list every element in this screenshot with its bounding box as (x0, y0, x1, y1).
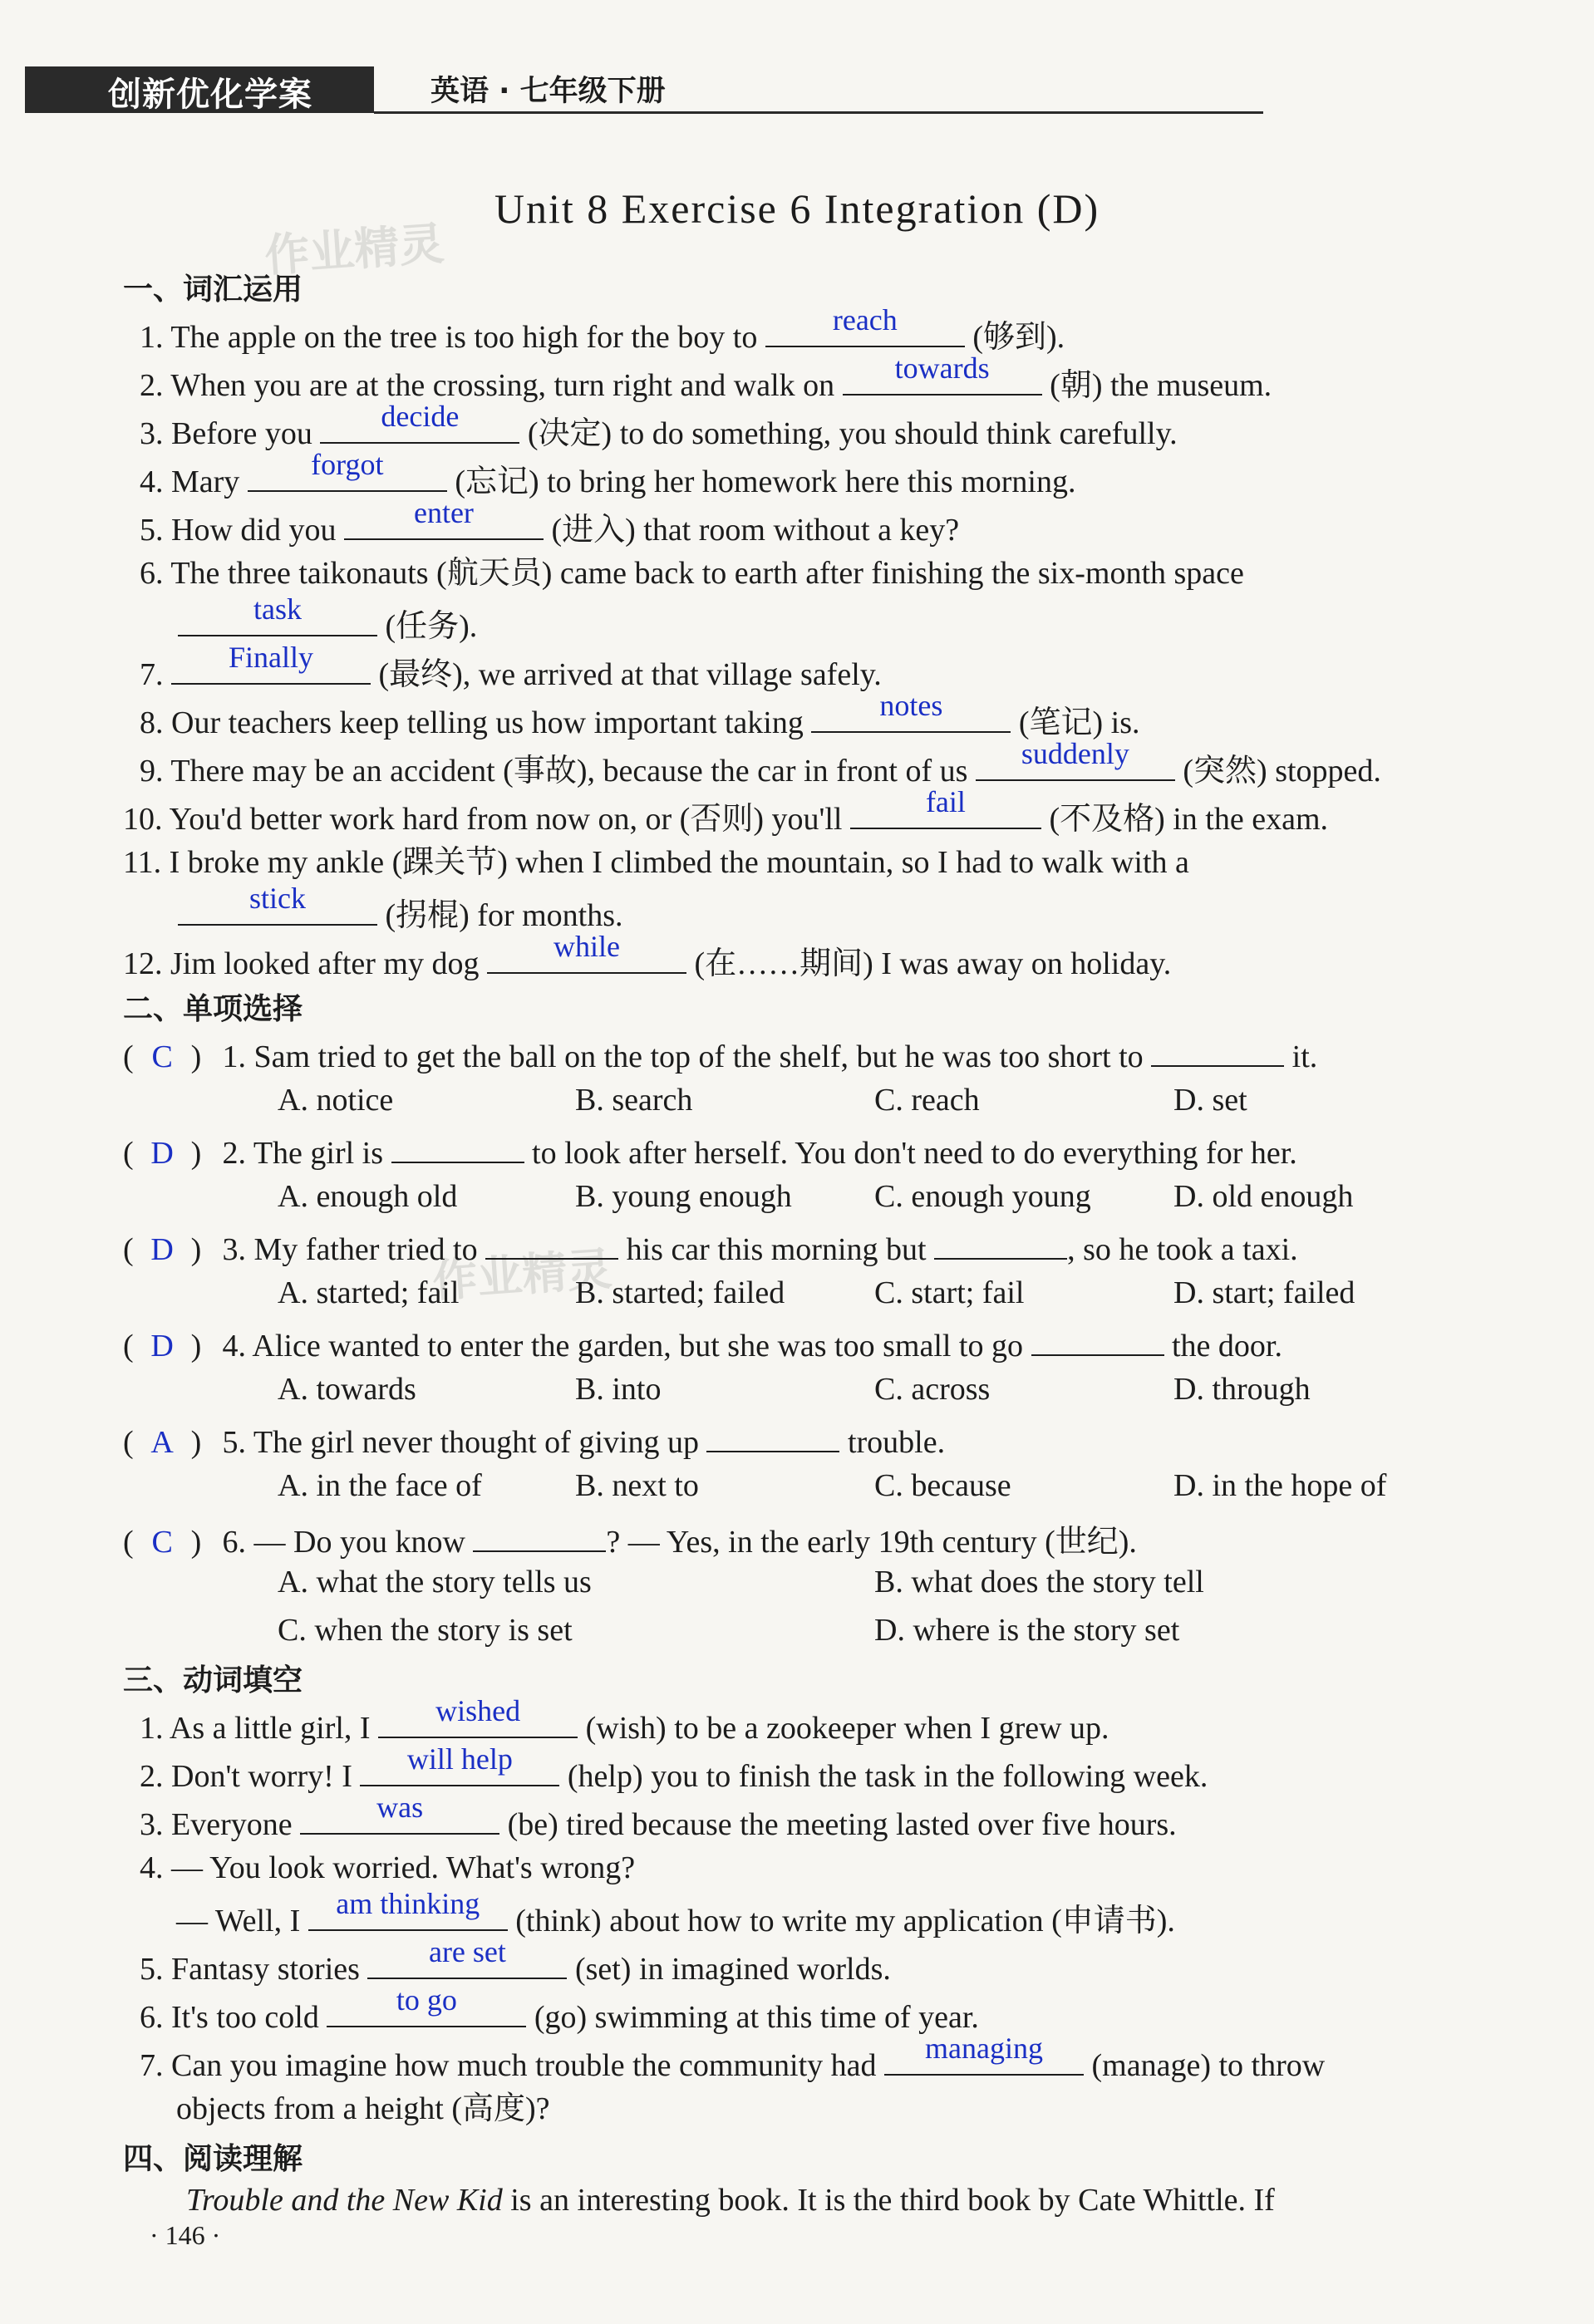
mc5-opt-c: C. because (874, 1468, 1011, 1503)
mc-answer-3[interactable]: D (150, 1232, 174, 1267)
book-title: Trouble and the New Kid (186, 2183, 503, 2218)
mc1-opt-a: A. notice (278, 1083, 394, 1118)
vocab-item-2: 2. When you are at the crossing, turn right and walk on towards (朝) the museum. (140, 351, 1272, 403)
mc2-opt-d: D. old enough (1173, 1179, 1354, 1214)
verb-blank-2[interactable]: will help (360, 1753, 559, 1786)
mc2-opt-c: C. enough young (874, 1179, 1091, 1214)
mc6-opt-c: C. when the story is set (278, 1613, 573, 1648)
vocab-blank-1[interactable]: reach (765, 314, 965, 347)
mc-answer-1[interactable]: C (151, 1039, 173, 1074)
vocab-item-1: 1. The apple on the tree is too high for the boy to reach (够到). (140, 302, 1065, 355)
verb-item-5: 5. Fantasy stories are set (set) in imagined worlds. (140, 1934, 891, 1987)
verb-item-6: 6. It's too cold to go (go) swimming at this time of year. (140, 1983, 979, 2035)
mc6-opt-a: A. what the story tells us (278, 1565, 592, 1599)
header-rule (374, 111, 1263, 114)
section-verbs-heading: 三、动词填空 (123, 1663, 303, 1698)
verb-item-7-cont: objects from a height (高度)? (176, 2091, 550, 2126)
mc4-opt-d: D. through (1173, 1372, 1311, 1407)
mc-question-6: ( C ) 6. — Do you know ? — Yes, in the early 19th century (世纪). (123, 1516, 1494, 1561)
section-mc-heading: 二、单项选择 (123, 992, 303, 1026)
mc-blank-4 (1031, 1323, 1164, 1356)
mc-blank-1 (1151, 1034, 1284, 1067)
mc-question-4: ( D ) 4. Alice wanted to enter the garden, but she was too small to go the door. (123, 1323, 1494, 1364)
header-brand: 创新优化学案 (108, 76, 312, 114)
watermark-2: 作业精灵 (430, 1242, 614, 1308)
verb-blank-3[interactable]: was (300, 1801, 499, 1835)
vocab-item-10: 10. You'd better work hard from now on, or (否则) you'll fail (不及格) in the exam. (123, 784, 1329, 837)
mc4-opt-b: B. into (575, 1372, 662, 1407)
verb-blank-5[interactable]: are set (367, 1946, 567, 1979)
verb-blank-6[interactable]: to go (327, 1994, 526, 2027)
mc4-opt-c: C. across (874, 1372, 991, 1407)
vocab-item-9: 9. There may be an accident (事故), because the car in front of us suddenly (突然) stopped. (140, 736, 1381, 789)
verb-item-3: 3. Everyone was (be) tired because the meeting lasted over five hours. (140, 1790, 1177, 1842)
vocab-blank-4[interactable]: forgot (248, 459, 447, 492)
mc2-opt-a: A. enough old (278, 1179, 458, 1214)
mc-question-2: ( D ) 2. The girl is to look after herself. You don't need to do everything for her. (123, 1130, 1494, 1172)
verb-blank-7[interactable]: managing (884, 2042, 1084, 2076)
mc3-opt-c: C. start; fail (874, 1275, 1025, 1310)
vocab-blank-2[interactable]: towards (843, 362, 1042, 396)
page-number: · 146 · (150, 2220, 221, 2250)
mc6-opt-b: B. what does the story tell (874, 1565, 1204, 1599)
verb-item-1: 1. As a little girl, I wished (wish) to be a zookeeper when I grew up. (140, 1693, 1109, 1746)
mc4-opt-a: A. towards (278, 1372, 416, 1407)
vocab-blank-5[interactable]: enter (344, 507, 544, 540)
vocab-blank-9[interactable]: suddenly (976, 748, 1175, 781)
vocab-blank-6[interactable]: task (178, 603, 377, 636)
mc1-opt-b: B. search (575, 1083, 693, 1118)
vocab-item-7: 7. Finally (最终), we arrived at that village safely. (140, 640, 882, 692)
mc2-opt-b: B. young enough (575, 1179, 792, 1214)
mc1-opt-c: C. reach (874, 1083, 980, 1118)
section-reading-heading: 四、阅读理解 (123, 2142, 303, 2176)
mc5-opt-b: B. next to (575, 1468, 699, 1503)
mc-blank-5 (706, 1419, 839, 1452)
mc5-opt-a: A. in the face of (278, 1468, 482, 1503)
vocab-blank-8[interactable]: notes (811, 700, 1011, 733)
header-subject: 英语 · 七年级下册 (430, 75, 666, 108)
verb-item-4-cont: — Well, I am thinking (think) about how to write my application (申请书). (176, 1886, 1175, 1938)
mc5-opt-d: D. in the hope of (1173, 1468, 1387, 1503)
mc-blank-3a (485, 1226, 618, 1260)
vocab-item-8: 8. Our teachers keep telling us how important taking notes (笔记) is. (140, 688, 1140, 740)
reading-passage: Trouble and the New Kid is an interesting book. It is the third book by Cate Whittle. If (186, 2183, 1275, 2218)
verb-blank-4[interactable]: am thinking (308, 1898, 508, 1931)
mc-answer-5[interactable]: A (150, 1425, 174, 1460)
mc-question-5: ( A ) 5. The girl never thought of giving up trouble. (123, 1419, 1494, 1461)
mc1-opt-d: D. set (1173, 1083, 1247, 1118)
section-vocab-heading: 一、词汇运用 (123, 273, 303, 307)
mc-blank-3b (934, 1226, 1067, 1260)
watermark: 作业精灵 (263, 217, 446, 283)
vocab-item-5: 5. How did you enter (进入) that room without a key? (140, 495, 960, 548)
mc3-opt-d: D. start; failed (1173, 1275, 1355, 1310)
vocab-blank-3[interactable]: decide (320, 410, 519, 444)
verb-item-4: 4. — You look worried. What's wrong? (140, 1850, 636, 1885)
mc-blank-6 (473, 1519, 606, 1552)
vocab-blank-10[interactable]: fail (850, 796, 1041, 829)
vocab-blank-11[interactable]: stick (178, 892, 377, 926)
vocab-item-3: 3. Before you decide (决定) to do something, you should think carefully. (140, 399, 1178, 451)
vocab-blank-12[interactable]: while (487, 941, 686, 974)
page-title: Unit 8 Exercise 6 Integration (D) (494, 185, 1100, 232)
verb-blank-1[interactable]: wished (378, 1705, 578, 1738)
vocab-item-6: 6. The three taikonauts (航天员) came back to earth after finishing the six-month space (140, 556, 1244, 591)
mc-question-3: ( D ) 3. My father tried to his car this morning but , so he took a taxi. (123, 1226, 1494, 1268)
mc-answer-4[interactable]: D (150, 1329, 174, 1363)
vocab-item-6-cont: task (任务). (178, 603, 1494, 646)
verb-item-7: 7. Can you imagine how much trouble the community had managing (manage) to throw (140, 2031, 1326, 2083)
vocab-item-12: 12. Jim looked after my dog while (在……期间) I was away on holiday. (123, 929, 1172, 981)
mc-blank-2 (391, 1130, 524, 1163)
vocab-item-11-cont: stick (拐棍) for months. (178, 892, 1494, 936)
vocab-item-4: 4. Mary forgot (忘记) to bring her homework here this morning. (140, 447, 1076, 499)
mc-answer-2[interactable]: D (150, 1136, 174, 1171)
verb-item-2: 2. Don't worry! I will help (help) you to finish the task in the following week. (140, 1742, 1208, 1794)
mc3-opt-a: A. started; fail (278, 1275, 460, 1310)
mc3-opt-b: B. started; failed (575, 1275, 785, 1310)
vocab-blank-7[interactable]: Finally (171, 651, 371, 685)
mc-answer-6[interactable]: C (151, 1525, 173, 1560)
mc-question-1: ( C ) 1. Sam tried to get the ball on the top of the shelf, but he was too short to it. (123, 1034, 1494, 1075)
vocab-item-11: 11. I broke my ankle (踝关节) when I climbed the mountain, so I had to walk with a (123, 845, 1189, 880)
mc6-opt-d: D. where is the story set (874, 1613, 1180, 1648)
